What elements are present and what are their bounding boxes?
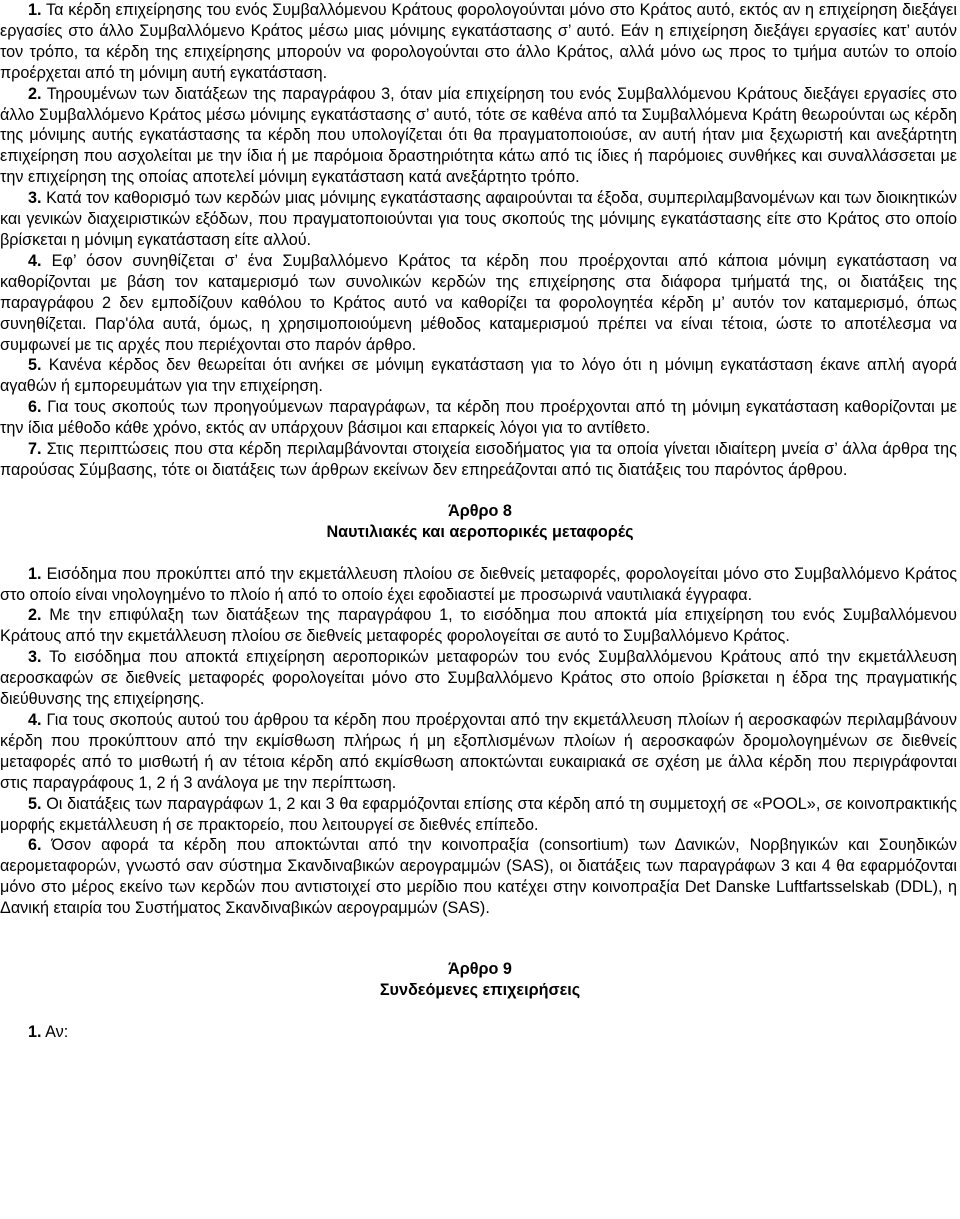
paragraph <box>0 439 960 481</box>
paragraph-number: 7. <box>28 440 42 459</box>
article9-section <box>0 959 960 1043</box>
paragraph-number: 4. <box>28 711 42 729</box>
paragraph-number: 1. <box>28 564 42 583</box>
paragraph-number: 3. <box>28 189 42 208</box>
paragraph <box>0 397 960 439</box>
spacer <box>0 1001 960 1022</box>
paragraph-number: 6. <box>28 836 42 855</box>
paragraph-text: Οι διατάξεις των παραγράφων 1, 2 και 3 θα εφαρμόζονται επίσης στα κέρδη από τη συμμετοχή σε «POOL», σε κοινοπρακτικής μορφής εκμετάλλευση ή σε πρακτορείο, που λειτουργεί σε διεθνές επίπεδο. <box>0 794 957 834</box>
paragraph <box>0 564 960 606</box>
paragraph <box>0 605 960 647</box>
paragraph-text: Με την επιφύλαξη των διατάξεων της παραγράφου 1, το εισόδημα που αποκτά μία επιχείρηση του ενός Συμβαλλόμενου Κράτους από την εκμετάλλευση πλοίου σε διεθνείς μεταφορές φορολογείται σε αυτό το Συμβαλλόμενο Κράτος. <box>0 606 957 646</box>
article8-section <box>0 501 960 919</box>
paragraph <box>0 355 960 397</box>
paragraph-text: Εφ’ όσον συνηθίζεται σ’ ένα Συμβαλλόμενο Κράτος τα κέρδη που προέρχονται από κάποια μόνιμη εγκατάσταση να καθορίζονται με βάση τον καταμερισμό των συνολικών κερδών της επιχείρησης στα διάφορα τμήματά της, οι διατάξεις της παραγράφου 2 δεν εμποδίζουν καθόλου το Κράτος αυτό να καθορίζει τα φορολογητέα κέρδη μ’ αυτόν τον καταμερισμό, όπως συνηθίζεται. Παρ'όλα αυτά, όμως, η χρησιμοποιούμενη μέθοδος καταμερισμού πρέπει να είναι τέτοια, ώστε το αποτέλεσμα να συμφωνεί με τις αρχές που περιέχονται στο παρόν άρθρο. <box>0 251 957 354</box>
paragraph-text: Στις περιπτώσεις που στα κέρδη περιλαμβάνονται στοιχεία εισοδήματος για τα οποία γίνεται ιδιαίτερη μνεία σ’ άλλα άρθρα της παρούσας Σύμβασης, τότε οι διατάξεις των άρθρων εκείνων δεν επηρεάζονται από τις διατάξεις του παρόντος άρθρου. <box>0 440 957 479</box>
paragraph <box>0 0 960 84</box>
paragraph <box>0 710 960 794</box>
article7-body <box>0 0 960 481</box>
paragraph-text: Αν: <box>41 1022 69 1041</box>
paragraph-number: 5. <box>28 356 42 375</box>
paragraph-text: Για τους σκοπούς των προηγούμενων παραγράφων, τα κέρδη που προέρχονται από τη μόνιμη εγκατάσταση καθορίζονται με την ίδια μέθοδο κάθε χρόνο, εκτός αν υπάρχουν βάσιμοι και επαρκείς λόγοι για το αντίθετο. <box>0 398 957 438</box>
paragraph-number: 1. <box>28 1 42 19</box>
paragraph-number: 2. <box>28 606 42 625</box>
paragraph <box>0 647 960 710</box>
paragraph-number: 3. <box>28 648 42 667</box>
paragraph <box>0 1022 960 1043</box>
spacer <box>0 481 960 501</box>
article-title: Ναυτιλιακές και αεροπορικές μεταφορές <box>326 522 634 541</box>
spacer <box>0 919 960 939</box>
paragraph-number: 2. <box>28 84 42 103</box>
paragraph <box>0 835 960 919</box>
paragraph <box>0 84 960 189</box>
article-title: Συνδεόμενες επιχειρήσεις <box>379 980 581 999</box>
spacer <box>0 939 960 959</box>
paragraph-number: 4. <box>28 251 42 270</box>
paragraph-text: Εισόδημα που προκύπτει από την εκμετάλλευση πλοίου σε διεθνείς μεταφορές, φορολογείται μόνο στο Συμβαλλόμενο Κράτος στο οποίο είναι νηολογημένο το πλοίο ή από το οποίο έχει εφοδιαστεί με προσωρινά ναυτιλιακά έγγραφα. <box>0 564 957 604</box>
article-number: Άρθρο 9 <box>448 960 512 979</box>
paragraph-text: Το εισόδημα που αποκτά επιχείρηση αεροπορικών μεταφορών του ενός Συμβαλλόμενου Κράτους από την εκμετάλλευση αεροσκαφών σε διεθνείς μεταφορές φορολογείται μόνο στο Συμβαλλόμενο Κράτος στο οποίο βρίσκεται η έδρα της πραγματικής διεύθυνσης της επιχείρησης. <box>0 648 957 709</box>
paragraph-number: 5. <box>28 794 42 813</box>
paragraph-text: Κατά τον καθορισμό των κερδών μιας μόνιμης εγκατάστασης αφαιρούνται τα έξοδα, συμπεριλαμβανομένων και των διοικητικών και γενικών διαχειριστικών εξόδων, που πραγματοποιούνται για τους σκοπούς της μόνιμης εγκατάστασης είτε στο Κράτος στο οποίο βρίσκεται η μόνιμη εγκατάσταση είτε αλλού. <box>0 189 957 249</box>
article-number: Άρθρο 8 <box>448 501 512 520</box>
paragraph <box>0 188 960 251</box>
paragraph-text: Τα κέρδη επιχείρησης του ενός Συμβαλλόμενου Κράτους φορολογούνται μόνο στο Κράτος αυτό, εκτός αν η επιχείρηση διεξάγει εργασίες στο άλλο Συμβαλλόμενο Κράτος μέσω μιας μόνιμης εγκατάστασης σ’ αυτό. Εάν η επιχείρηση διεξάγει εργασίες κατ’ αυτόν τον τρόπο, τα κέρδη της επιχείρησης μπορούν να φορολογούνται στο άλλο Κράτος, αλλά μόνο ως προς το τμήμα αυτών το οποίο προέρχεται από τη μόνιμη αυτή εγκατάσταση. <box>0 1 957 82</box>
paragraph-text: Όσον αφορά τα κέρδη που αποκτώνται από την κοινοπραξία (consortium) των Δανικών, Νορβηγικών και Σουηδικών αερομεταφορών, γνωστό σαν σύστημα Σκανδιναβικών αερογραμμών (SAS), οι διατάξεις των παραγράφων 3 και 4 θα εφαρμόζονται μόνο στο μέρος εκείνο των κερδών που αντιστοιχεί στο μερίδιο που κατέχει στην κοινοπραξία Det Danske Luftfartsselskab (DDL), η Δανική εταιρία του Συστήματος Σκανδιναβικών αερογραμμών (SAS). <box>0 836 957 918</box>
paragraph-text: Για τους σκοπούς αυτού του άρθρου τα κέρδη που προέρχονται από την εκμετάλλευση πλοίων ή αεροσκαφών περιλαμβάνουν κέρδη που προκύπτουν από την εκμίσθωση πλήρως ή μη εξοπλισμένων πλοίων ή αεροσκαφών δρομολογημένων σε διεθνείς μεταφορές από το μισθωτή ή αν τέτοια κέρδη από εκμίσθωση αποκτώνται ευκαιριακά σε σχέση με άλλα κέρδη που περιγράφονται στις παραγράφους 1, 2 ή 3 ανάλογα με την περίπτωση. <box>0 711 957 792</box>
paragraph <box>0 251 960 356</box>
paragraph-number: 1. <box>28 1022 42 1041</box>
paragraph-text: Κανένα κέρδος δεν θεωρείται ότι ανήκει σε μόνιμη εγκατάσταση για το λόγο ότι η μόνιμη εγκατάσταση έκανε απλή αγορά αγαθών ή εμπορευμάτων για την επιχείρηση. <box>0 356 957 396</box>
paragraph-number: 6. <box>28 398 42 417</box>
paragraph <box>0 794 960 836</box>
paragraph-text: Τηρουμένων των διατάξεων της παραγράφου 3, όταν μία επιχείρηση του ενός Συμβαλλόμενου Κράτους διεξάγει εργασίες στο άλλο Συμβαλλόμενο Κράτος μέσω μόνιμης εγκατάστασης σ’ αυτό, τότε σε καθένα από τα Συμβαλλόμενα Κράτη θεωρούνται ως κέρδη της μόνιμης αυτής εγκατάστασης τα κέρδη που υπολογίζεται ότι θα πραγματοποιούσε, αν αυτή ήταν μια ξεχωριστή και ανεξάρτητη επιχείρηση που ασχολείται με την ίδια ή με παρόμοια δραστηριότητα κάτω από τις ίδιες ή παρόμοιες συνθήκες και συναλλάσσεται με την επιχείρηση της οποίας αποτελεί μόνιμη εγκατάσταση κατά ανεξάρτητο τρόπο. <box>0 84 957 187</box>
spacer <box>0 543 960 564</box>
